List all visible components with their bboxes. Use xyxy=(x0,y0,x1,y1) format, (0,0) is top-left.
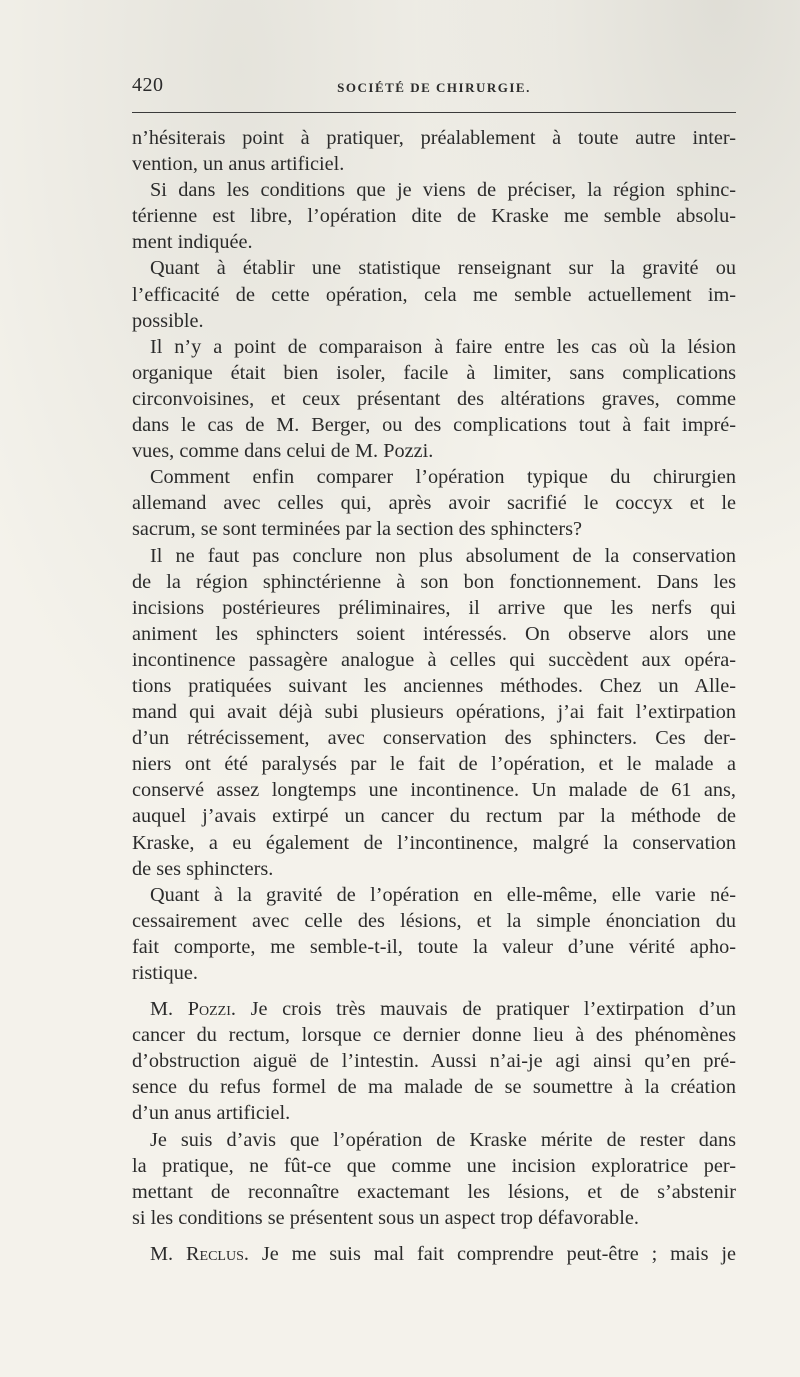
text-line: si les conditions se présentent sous un aspect trop défavorable. xyxy=(132,1206,639,1229)
page-number: 420 xyxy=(132,74,164,96)
text-line: Si dans les conditions que je viens de préciser, la région sphinc- xyxy=(150,179,736,202)
paragraph xyxy=(132,996,736,1126)
text-line: d’un rétrécissement, avec conservation des sphincters. Ces der- xyxy=(132,727,736,750)
speaker-name: M. Reclus. xyxy=(150,1242,249,1265)
paragraph xyxy=(132,543,736,882)
text-line: Kraske, a eu également de l’incontinence, malgré la conservation xyxy=(132,831,736,854)
text-line: mettant de reconnaître exactemant les lésions, et de s’abstenir xyxy=(132,1180,736,1203)
text-line: tions pratiquées suivant les anciennes méthodes. Chez un Alle- xyxy=(132,674,736,697)
paragraph xyxy=(132,1241,736,1267)
text-line: incisions postérieures préliminaires, il arrive que les nerfs qui xyxy=(132,596,736,619)
text-line: vues, comme dans celui de M. Pozzi. xyxy=(132,440,434,463)
text-line: ristique. xyxy=(132,962,198,984)
paragraph xyxy=(132,334,736,464)
text-line: Comment enfin comparer l’opération typique du chirurgien xyxy=(150,466,736,489)
speaker-name: M. Pozzi. xyxy=(150,998,236,1021)
paragraph xyxy=(132,1127,736,1231)
text-span: Je crois très mauvais de pratiquer l’extirpation d’un xyxy=(235,998,736,1021)
text-line: niers ont été paralysés par le fait de l’opération, et le malade a xyxy=(132,753,736,776)
text-line: cancer du rectum, lorsque ce dernier donne lieu à des phénomènes xyxy=(132,1024,736,1047)
text-line xyxy=(132,1241,736,1267)
text-line: Il ne faut pas conclure non plus absolument de la conservation xyxy=(150,544,736,567)
paragraph xyxy=(132,882,736,986)
text-line: Je suis d’avis que l’opération de Kraske mérite de rester dans xyxy=(150,1128,736,1151)
paragraph xyxy=(132,255,736,333)
text-line: sacrum, se sont terminées par la section des sphincters? xyxy=(132,518,582,541)
text-line: mand qui avait déjà subi plusieurs opérations, j’ai fait l’extirpation xyxy=(132,701,736,724)
text-line: d’un anus artificiel. xyxy=(132,1102,291,1125)
text-line: Quant à la gravité de l’opération en elle-même, elle varie né- xyxy=(150,883,736,906)
text-line: Il n’y a point de comparaison à faire entre les cas où la lésion xyxy=(150,335,736,358)
text-line: vention, un anus artificiel. xyxy=(132,153,345,176)
text-line: animent les sphincters soient intéressés. On observe alors une xyxy=(132,622,736,645)
text-line: ment indiquée. xyxy=(132,231,253,254)
text-line: allemand avec celles qui, après avoir sacrifié le coccyx et le xyxy=(132,492,736,515)
text-line: térienne est libre, l’opération dite de Kraske me semble absolu- xyxy=(132,205,736,228)
paragraph xyxy=(132,125,736,177)
text-line: possible. xyxy=(132,309,204,332)
text-line: organique était bien isoler, facile à limiter, sans complications xyxy=(132,361,736,384)
text-line: d’obstruction aiguë de l’intestin. Aussi n’ai-je agi ainsi qu’en pré- xyxy=(132,1050,736,1073)
text-line: incontinence passagère analogue à celles qui succèdent aux opéra- xyxy=(132,648,736,671)
text-line: auquel j’avais extirpé un cancer du rectum par la méthode de xyxy=(132,805,736,828)
text-line: sence du refus formel de ma malade de se soumettre à la création xyxy=(132,1076,736,1099)
text-line: la pratique, ne fût-ce que comme une incision exploratrice per- xyxy=(132,1154,736,1177)
page-header xyxy=(132,74,736,104)
text-line: conservé assez longtemps une incontinence. Un malade de 61 ans, xyxy=(132,779,736,802)
header-rule xyxy=(132,112,736,113)
text-line xyxy=(132,996,736,1022)
text-line: n’hésiterais point à pratiquer, préalablement à toute autre inter- xyxy=(132,127,736,149)
text-line: circonvoisines, et ceux présentant des altérations graves, comme xyxy=(132,387,736,410)
text-line: fait comporte, me semble-t-il, toute la valeur d’une vérité apho- xyxy=(132,935,736,958)
text-line: dans le cas de M. Berger, ou des complications tout à fait impré- xyxy=(132,414,736,437)
text-span: Je me suis mal fait comprendre peut-être ; mais je xyxy=(248,1242,736,1265)
text-line: cessairement avec celle des lésions, et la simple énonciation du xyxy=(132,909,736,932)
paragraph xyxy=(132,464,736,542)
running-head: SOCIÉTÉ DE CHIRURGIE. xyxy=(337,80,531,95)
text-line: de ses sphincters. xyxy=(132,857,274,880)
paragraph xyxy=(132,177,736,255)
text-line: Quant à établir une statistique renseignant sur la gravité ou xyxy=(150,257,736,280)
body-text xyxy=(132,125,736,1267)
text-line: de la région sphinctérienne à son bon fonctionnement. Dans les xyxy=(132,570,736,593)
text-line: l’efficacité de cette opération, cela me semble actuellement im- xyxy=(132,283,736,306)
